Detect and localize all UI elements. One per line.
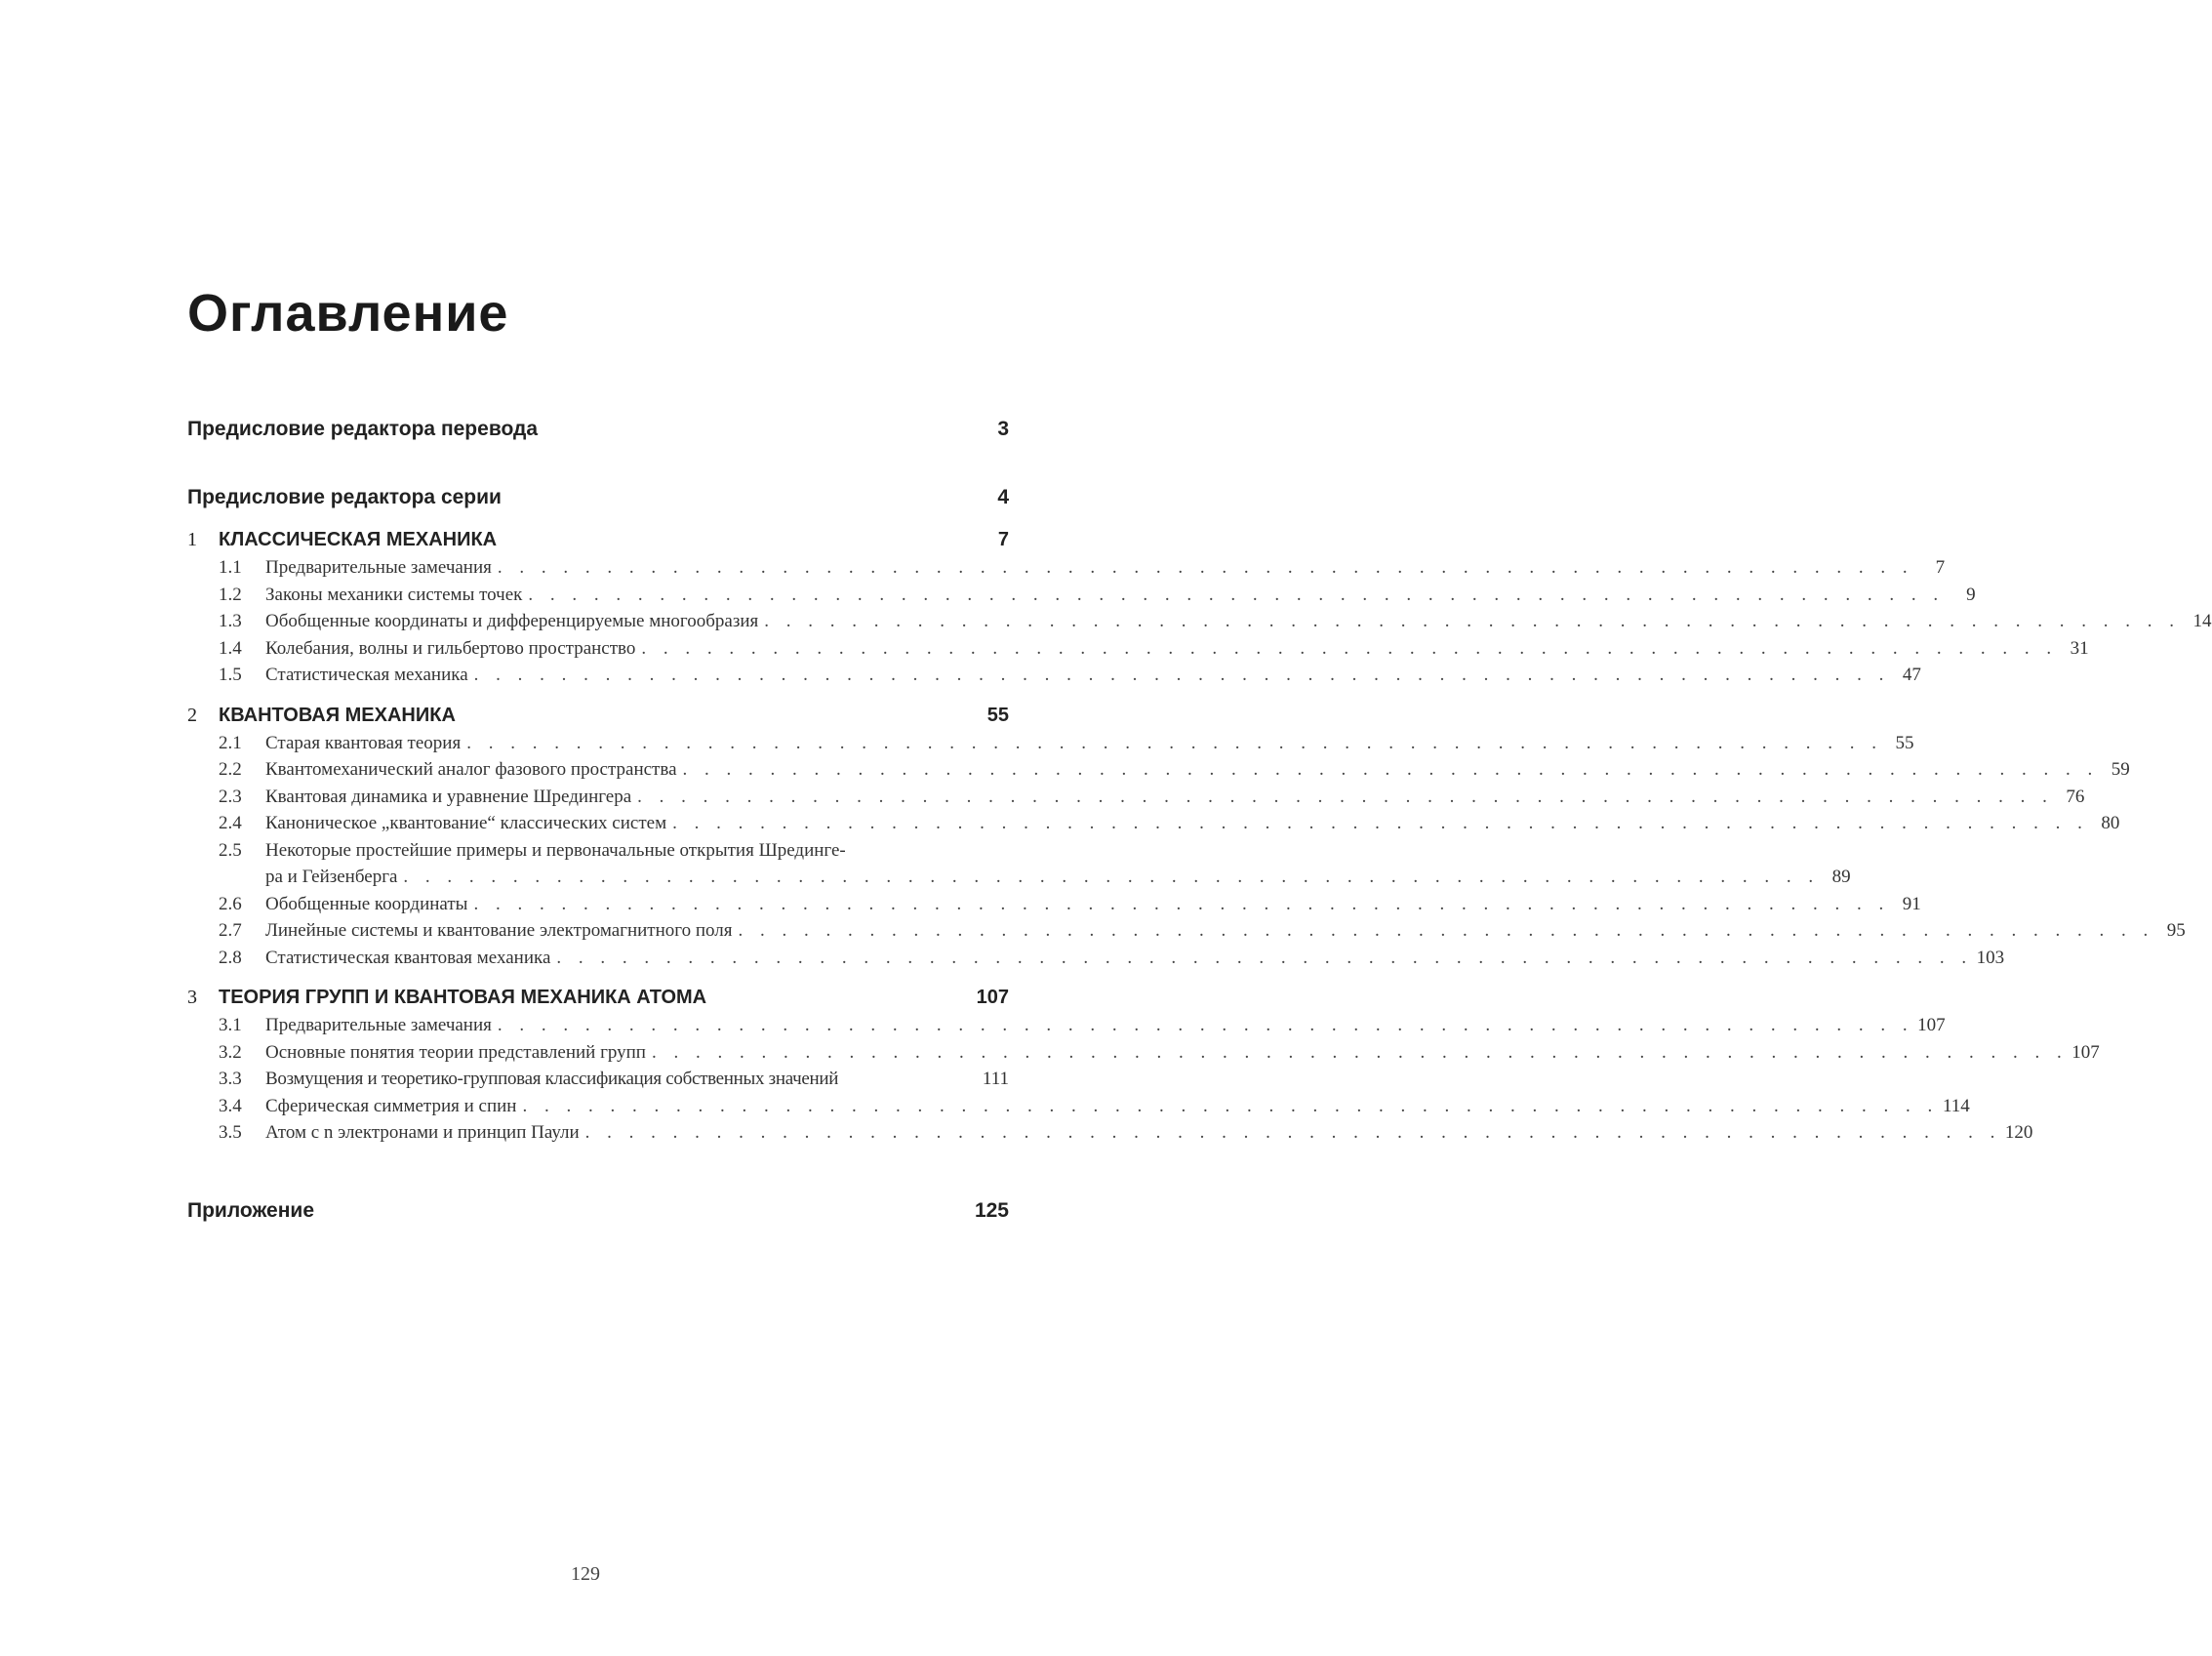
toc-section-3-4[interactable]	[187, 1093, 1970, 1120]
section-number: 3.5	[219, 1122, 242, 1143]
toc-section-3-2[interactable]	[187, 1039, 2100, 1067]
section-number: 2.8	[219, 947, 242, 968]
leader-dots: . . . . . . . . . . . . . . . . . . . . . . . . . . . . . . . . . . . . . . . . . . . . . . . . . . . . . . . . . . . . . . . . .	[764, 611, 2181, 631]
page-title: Оглавление	[187, 284, 509, 343]
section-title: Обобщенные координаты и дифференцируемые многообразия	[265, 611, 759, 631]
section-number: 3.4	[219, 1095, 242, 1116]
section-page: 120	[2004, 1122, 2033, 1143]
section-number: 2.5	[219, 839, 242, 861]
section-page: 55	[1895, 732, 1914, 753]
toc-section-2-3[interactable]	[187, 784, 2085, 811]
toc-section-1-3[interactable]	[187, 608, 2212, 635]
toc-section-1-1[interactable]	[187, 554, 1946, 582]
section-number: 2.2	[219, 759, 242, 780]
chapter-page: 7	[997, 529, 1009, 550]
section-title: Основные понятия теории представлений групп	[265, 1041, 646, 1063]
toc-section-2-5[interactable]	[187, 837, 1009, 865]
leader-dots: . . . . . . . . . . . . . . . . . . . . . . . . . . . . . . . . . . . . . . . . . . . . . . . . . . . . . . . . . . . . . . . . .	[473, 893, 1890, 914]
section-page: 91	[1902, 893, 1921, 914]
section-title: Предварительные замечания	[265, 1015, 492, 1035]
section-number: 3.2	[219, 1041, 242, 1063]
chapter-title: КВАНТОВАЯ МЕХАНИКА	[219, 704, 456, 726]
chapter-title: ТЕОРИЯ ГРУПП И КВАНТОВАЯ МЕХАНИКА АТОМА	[219, 987, 707, 1008]
leader-dots: . . . . . . . . . . . . . . . . . . . . . . . . . . . . . . . . . . . . . . . . . . . . . . . . . . . . . . . . . . . . . . . . .	[641, 637, 2058, 659]
toc-entry-title: Предисловие редактора перевода	[187, 418, 539, 440]
table-of-contents	[187, 410, 2212, 1231]
leader-dots: . . . . . . . . . . . . . . . . . . . . . . . . . . . . . . . . . . . . . . . . . . . . . . . . . . . . . . . . . . . . . . . . .	[672, 813, 2089, 833]
section-number: 2.3	[219, 786, 242, 807]
section-number: 1.1	[219, 557, 242, 578]
toc-section-2-1[interactable]	[187, 730, 1914, 757]
section-number: 2.1	[219, 732, 242, 753]
toc-entry-page: 4	[997, 486, 1009, 508]
section-page: 7	[1935, 557, 1946, 578]
leader-dots: . . . . . . . . . . . . . . . . . . . . . . . . . . . . . . . . . . . . . . . . . . . . . . . . . . . . . . . . . . . . . . . . .	[682, 759, 2099, 780]
section-number: 3.1	[219, 1015, 242, 1035]
section-title: Статистическая квантовая механика	[265, 947, 551, 968]
chapter-page: 107	[976, 987, 1009, 1008]
leader-dots: . . . . . . . . . . . . . . . . . . . . . . . . . . . . . . . . . . . . . . . . . . . . . . . . . . . . . . . . . . . . . . . . .	[556, 947, 1973, 968]
leader-dots: . . . . . . . . . . . . . . . . . . . . . . . . . . . . . . . . . . . . . . . . . . . . . . . . . . . . . . . . . . . . . . . . .	[584, 1122, 2001, 1143]
section-title: Каноническое „квантование“ классических систем	[265, 813, 667, 833]
section-title: Атом с n электронами и принцип Паули	[265, 1122, 580, 1143]
toc-entry-page: 125	[974, 1198, 1009, 1222]
toc-entry-page: 3	[997, 418, 1009, 440]
toc-section-1-5[interactable]	[187, 662, 1921, 689]
toc-section-2-2[interactable]	[187, 756, 2130, 784]
section-number: 1.3	[219, 611, 242, 631]
toc-entry-title: Предисловие редактора серии	[187, 486, 502, 508]
chapter-number: 2	[187, 704, 197, 726]
section-title: Предварительные замечания	[265, 557, 492, 578]
section-title: Обобщенные координаты	[265, 893, 468, 914]
section-title: Законы механики системы точек	[265, 584, 523, 605]
section-page: 103	[1976, 947, 2005, 968]
section-page: 111	[982, 1069, 1009, 1089]
toc-chapter-3[interactable]	[187, 983, 1009, 1012]
section-page: 107	[1917, 1015, 1946, 1035]
section-title: Старая квантовая теория	[265, 732, 462, 753]
section-title-continued: ра и Гейзенберга	[265, 867, 398, 887]
leader-dots: . . . . . . . . . . . . . . . . . . . . . . . . . . . . . . . . . . . . . . . . . . . . . . . . . . . . . . . . . . . . . . . . .	[497, 1015, 1914, 1035]
toc-preface-translator[interactable]	[187, 410, 1009, 449]
chapter-page: 55	[986, 704, 1009, 726]
section-title: Квантовая динамика и уравнение Шредингера	[265, 786, 632, 807]
section-title: Возмущения и теоретико-групповая классификация собственных значений	[265, 1069, 839, 1089]
section-number: 1.5	[219, 665, 242, 685]
section-title: Квантомеханический аналог фазового пространства	[265, 759, 677, 780]
section-page: 9	[1966, 584, 1976, 605]
leader-dots: . . . . . . . . . . . . . . . . . . . . . . . . . . . . . . . . . . . . . . . . . . . . . . . . . . . . . . . . . . . . . . . . .	[651, 1041, 2069, 1063]
section-page: 80	[2101, 813, 2120, 833]
toc-section-1-2[interactable]	[187, 582, 1976, 609]
toc-section-3-3[interactable]	[187, 1066, 1009, 1093]
section-page: 59	[2111, 759, 2130, 780]
toc-chapter-1[interactable]	[187, 525, 1009, 554]
toc-chapter-2[interactable]	[187, 701, 1009, 730]
section-title: Линейные системы и квантование электромагнитного поля	[265, 920, 733, 941]
section-number: 1.2	[219, 584, 242, 605]
chapter-title: КЛАССИЧЕСКАЯ МЕХАНИКА	[219, 529, 498, 550]
toc-section-2-6[interactable]	[187, 891, 1921, 918]
section-page: 95	[2166, 920, 2186, 941]
section-number: 2.6	[219, 893, 242, 914]
leader-dots: . . . . . . . . . . . . . . . . . . . . . . . . . . . . . . . . . . . . . . . . . . . . . . . . . . . . . . . . . . . . . . . . .	[473, 665, 1890, 685]
toc-section-1-4[interactable]	[187, 635, 2089, 663]
section-title: Статистическая механика	[265, 665, 468, 685]
leader-dots: . . . . . . . . . . . . . . . . . . . . . . . . . . . . . . . . . . . . . . . . . . . . . . . . . . . . . . . . . . . . . . . . .	[403, 867, 1820, 887]
toc-section-3-1[interactable]	[187, 1012, 1946, 1039]
section-page: 14	[2192, 611, 2212, 631]
toc-section-2-4[interactable]	[187, 810, 2120, 837]
toc-section-2-8[interactable]	[187, 945, 2005, 972]
chapter-number: 3	[187, 987, 197, 1008]
leader-dots: . . . . . . . . . . . . . . . . . . . . . . . . . . . . . . . . . . . . . . . . . . . . . . . . . . . . . . . . . . . . . . . . .	[738, 920, 2154, 941]
chapter-number: 1	[187, 529, 197, 550]
section-page: 89	[1831, 867, 1851, 887]
toc-preface-series[interactable]	[187, 478, 1009, 517]
section-title: Некоторые простейшие примеры и первоначальные открытия Шрединге-	[265, 839, 846, 861]
section-page: 31	[2070, 637, 2089, 659]
section-title: Сферическая симметрия и спин	[265, 1095, 517, 1116]
leader-dots: . . . . . . . . . . . . . . . . . . . . . . . . . . . . . . . . . . . . . . . . . . . . . . . . . . . . . . . . . . . . . . . . .	[637, 786, 2054, 807]
toc-entry-title: Приложение	[187, 1198, 315, 1222]
section-page: 76	[2066, 786, 2085, 807]
section-title: Колебания, волны и гильбертово пространство	[265, 637, 636, 659]
section-number: 1.4	[219, 637, 242, 659]
section-number: 2.7	[219, 920, 242, 941]
toc-section-2-5-continued[interactable]	[187, 864, 1851, 891]
section-page: 114	[1942, 1095, 1970, 1116]
toc-section-2-7[interactable]	[187, 917, 2186, 945]
toc-appendix[interactable]	[187, 1192, 1009, 1231]
section-page: 47	[1902, 665, 1921, 685]
leader-dots: . . . . . . . . . . . . . . . . . . . . . . . . . . . . . . . . . . . . . . . . . . . . . . . . . . . . . . . . . . . . . . . . .	[522, 1095, 1939, 1116]
leader-dots: . . . . . . . . . . . . . . . . . . . . . . . . . . . . . . . . . . . . . . . . . . . . . . . . . . . . . . . . . . . . . . . . .	[497, 557, 1914, 578]
toc-section-3-5[interactable]	[187, 1119, 2033, 1147]
page-number: 129	[571, 1563, 600, 1585]
leader-dots: . . . . . . . . . . . . . . . . . . . . . . . . . . . . . . . . . . . . . . . . . . . . . . . . . . . . . . . . . . . . . . . . .	[528, 584, 1945, 605]
section-number: 3.3	[219, 1069, 242, 1089]
section-page: 107	[2071, 1041, 2100, 1063]
section-number: 2.4	[219, 813, 242, 833]
leader-dots: . . . . . . . . . . . . . . . . . . . . . . . . . . . . . . . . . . . . . . . . . . . . . . . . . . . . . . . . . . . . . . . . .	[466, 732, 1883, 753]
